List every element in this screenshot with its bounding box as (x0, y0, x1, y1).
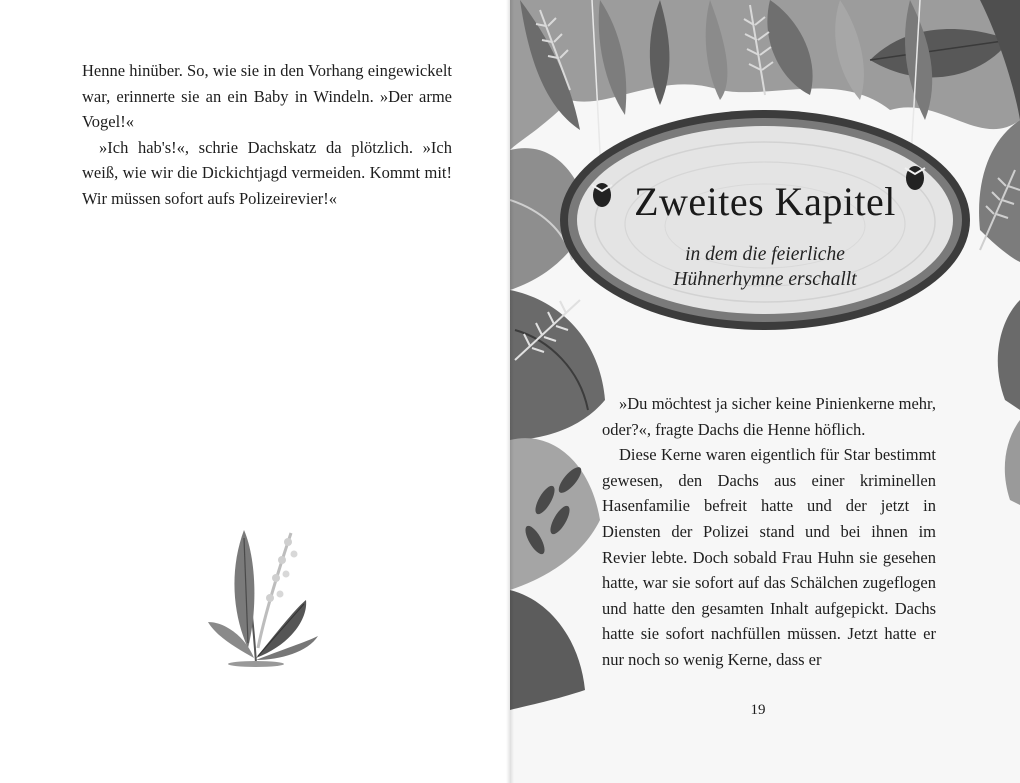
left-paragraph-1: Henne hinüber. So, wie sie in den Vorhang eingewickelt war, erinnerte sie an ein Baby in Windeln. »Der arme Vogel!« (82, 61, 452, 132)
chapter-title: Zweites Kapitel (634, 179, 896, 224)
left-page-text (82, 58, 452, 212)
chapter-subtitle-line-2: Hühnerhymne erschallt (673, 269, 857, 290)
right-paragraph-1: »Du möchtest ja sicher keine Pinienkerne mehr, oder?«, fragte Dachs die Henne höflich. (602, 394, 936, 439)
left-paragraph-2: »Ich hab's!«, schrie Dachskatz da plötzlich. »Ich weiß, wie wir die Dickichtjagd vermeiden. Kommt mit! Wir müssen sofort aufs Polizeirevier!« (82, 137, 452, 208)
right-paragraph-2: Diese Kerne waren eigentlich für Star bestimmt gewesen, den Dachs aus einer kriminellen Hasenfamilie befreit hatte und der jetzt in Diensten der Polizei stand und bei ihnen im Revier lebte. Doch sobald Frau Huhn sie gesehen hatte, war sie sofort auf das Schälchen zugeflogen und hatte den gesamten Inhalt aufgepickt. Dachs hatte sie sofort nachfüllen müssen. Jetzt hatte er nur noch so wenig Kerne, dass er (602, 445, 936, 669)
chapter-subtitle (600, 242, 930, 292)
chapter-subtitle-line-1: in dem die feierliche (685, 244, 845, 265)
page-number: 19 (750, 702, 766, 718)
gutter-shadow (506, 0, 514, 783)
plant-sprig-icon (196, 518, 326, 668)
right-page-text (602, 391, 936, 673)
